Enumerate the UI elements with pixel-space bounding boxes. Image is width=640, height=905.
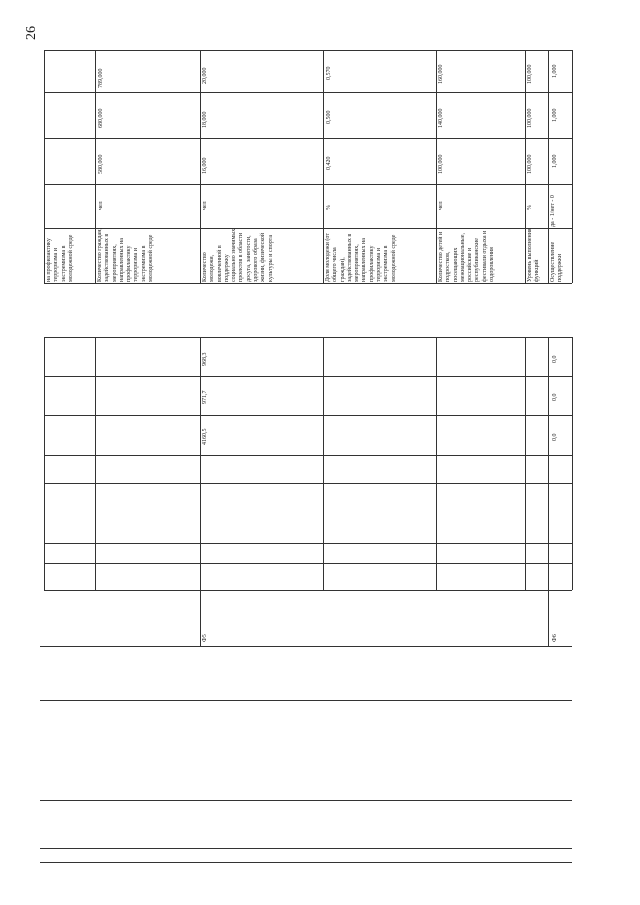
row-label: Количество граждан, задействованных в мероприятиях, направленных на профилактику терроризма и экстремизма в молодежной среде [97,228,155,282]
value-cell: 18,000 [202,111,208,128]
page-number: 26 [24,26,39,40]
unit-cell: чел [438,201,444,210]
value-cell: 1,000 [552,154,558,168]
value-cell: 0,0 [552,433,558,441]
value-cell: 100,000 [438,154,444,174]
value-cell: 0,0 [552,393,558,401]
value-cell: 100,000 [527,154,533,174]
unit-cell: чел [202,201,208,210]
value-cell: 971,7 [202,390,208,404]
value-cell: 1,000 [552,64,558,78]
value-cell: 160,000 [438,64,444,84]
unit-cell: % [326,205,332,210]
value-cell: 20,000 [202,67,208,84]
value-cell: 0,420 [326,156,332,170]
value-cell: 0,570 [326,66,332,80]
value-cell: 580,000 [98,154,104,174]
value-cell: 0,500 [326,110,332,124]
unit-cell: чел [98,201,104,210]
value-cell: 16,000 [202,157,208,174]
value-cell: 140,000 [438,108,444,128]
value-cell: 680,000 [98,108,104,128]
value-cell: 4160,5 [202,428,208,445]
value-cell: 100,000 [527,108,533,128]
value-cell: 0,0 [552,355,558,363]
row-label: на профилактику терроризма и экстремизма в молодежной среде [46,234,74,282]
code-cell: Ф6 [552,634,558,642]
row-label: Доля молодежи (от общего числа граждан), задействованных в мероприятиях, направленных на профилактику терроризма и экстремизма в молодежной среде [325,233,397,282]
row-label: Количество детей и подростков, посещающих межнациональные, российские и республиканские фестивали отдыха и оздоровления [438,230,496,282]
value-cell: 100,000 [527,64,533,84]
unit-cell: да - 1/нет - 0 [550,195,556,227]
row-label: Осуществление поддержки [550,241,564,282]
unit-cell: % [527,205,533,210]
value-cell: 968,3 [202,352,208,366]
value-cell: 1,000 [552,108,558,122]
code-cell: Ф5 [202,634,208,642]
value-cell: 789,000 [98,68,104,88]
row-label: Уровень выполнения функций [527,228,541,282]
row-label: Количество молодежи, вовлеченной в поддержку социально значимых проектов в области досуга, занятости, здорового образа жизни, физической культуры и спорта [202,228,274,282]
